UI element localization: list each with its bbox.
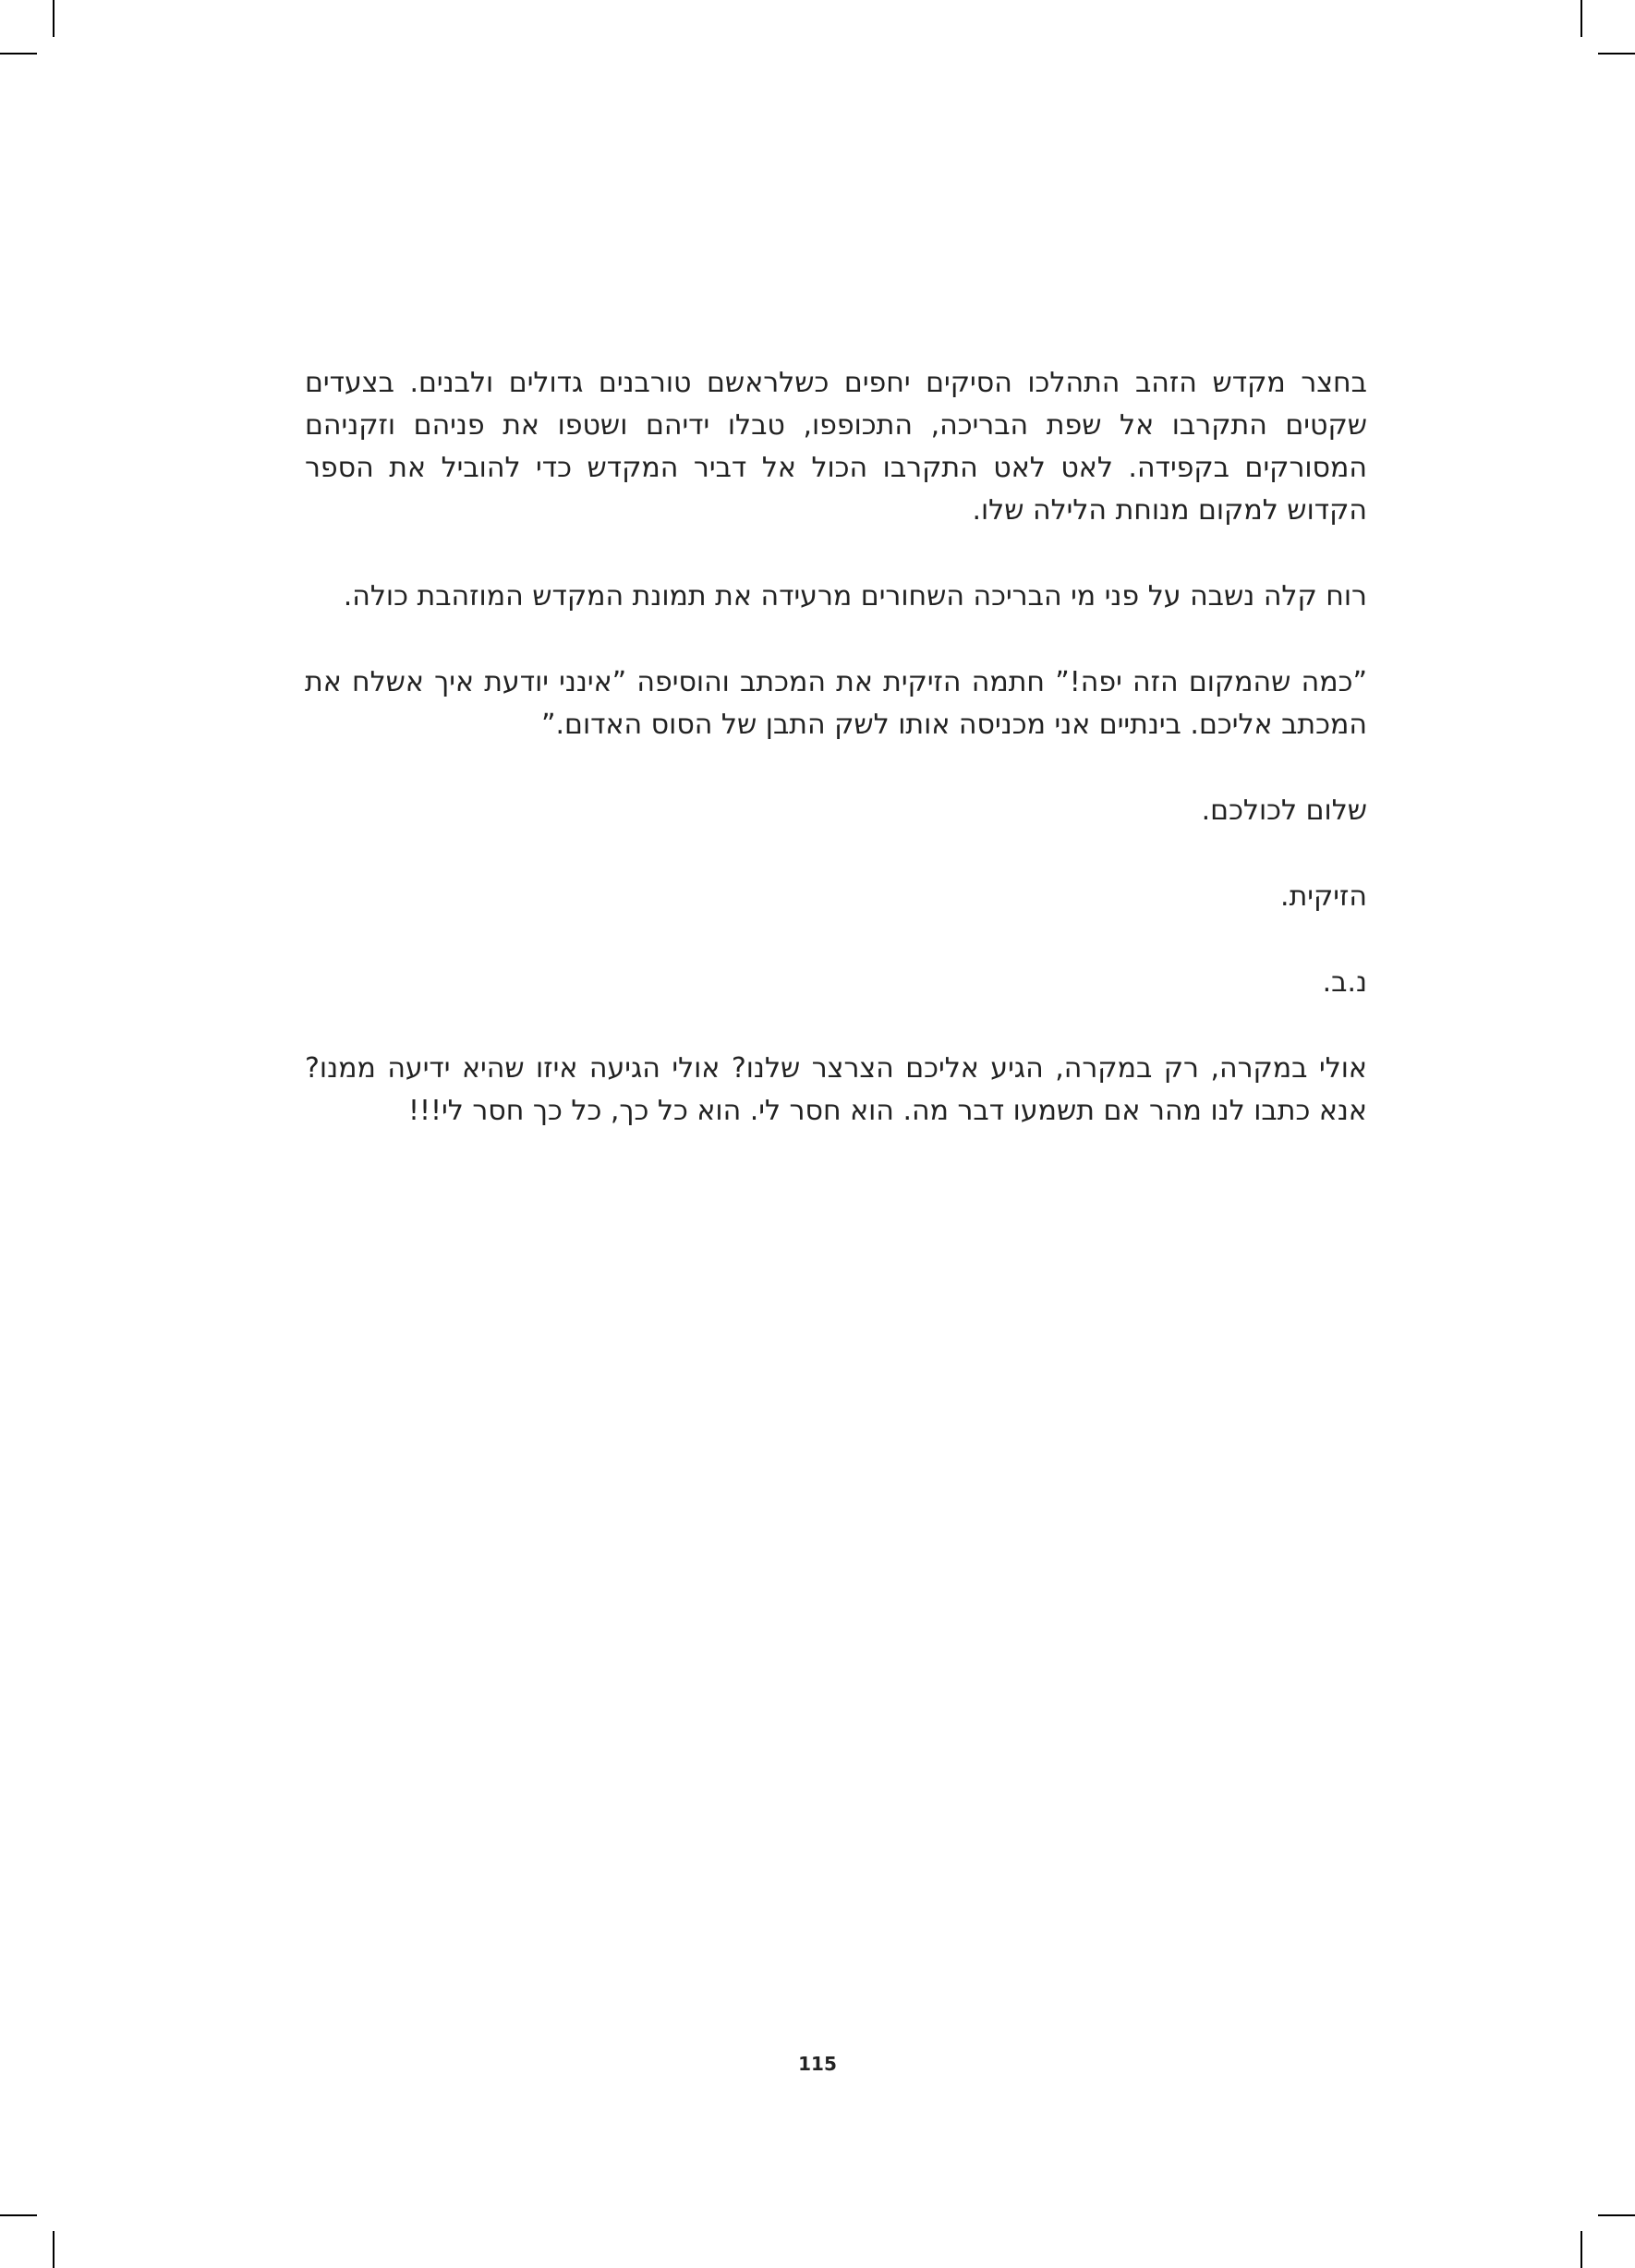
crop-mark-bottom-right-horizontal bbox=[1598, 2214, 1635, 2216]
crop-mark-bottom-left-horizontal bbox=[0, 2214, 37, 2216]
page-body-text bbox=[305, 362, 1367, 1133]
paragraph-signature: הזיקית. bbox=[1280, 880, 1367, 913]
paragraph-postscript: אולי במקרה, רק במקרה, הגיע אליכם הצרצר שלנו? אולי הגיעה איזו שהיא ידיעה ממנו? אנא כתבו לנו מהר אם תשמעו דבר מה. הוא חסר לי. הוא כל כך, כל כך חסר לי!!! bbox=[305, 1052, 1367, 1127]
paragraph-temple-courtyard: בחצר מקדש הזהב התהלכו הסיקים יחפים כשלראשם טורבנים גדולים ולבנים. בצעדים שקטים התקרבו אל שפת הבריכה, התכופפו, טבלו ידיהם ושטפו את פניהם וזקניהם המסורקים בקפידה. לאט לאט התקרבו הכול אל דביר המקדש כדי להוביל את הספר הקדוש למקום מנוחת הלילה שלו. bbox=[305, 367, 1367, 527]
paragraph-greeting: שלום לכולכם. bbox=[1201, 794, 1367, 827]
paragraph-breeze: רוח קלה נשבה על פני מי הבריכה השחורים מרעידה את תמונת המקדש המוזהבת כולה. bbox=[343, 580, 1367, 612]
crop-mark-top-right-horizontal bbox=[1598, 53, 1635, 55]
crop-mark-top-left-vertical bbox=[53, 0, 54, 37]
page-number: 115 bbox=[798, 2053, 837, 2075]
crop-mark-top-right-vertical bbox=[1580, 0, 1582, 37]
crop-mark-bottom-left-vertical bbox=[53, 2231, 54, 2268]
paragraph-letter-quote: ”כמה שהמקום הזה יפה!” חתמה הזיקית את המכתב והוסיפה ”אינני יודעת איך אשלח את המכתב אליכם. בינתיים אני מכניסה אותו לשק התבן של הסוס האדום.” bbox=[305, 666, 1367, 741]
crop-mark-top-left-horizontal bbox=[0, 53, 37, 55]
paragraph-ps-label: נ.ב. bbox=[1322, 966, 1367, 999]
crop-mark-bottom-right-vertical bbox=[1580, 2231, 1582, 2268]
